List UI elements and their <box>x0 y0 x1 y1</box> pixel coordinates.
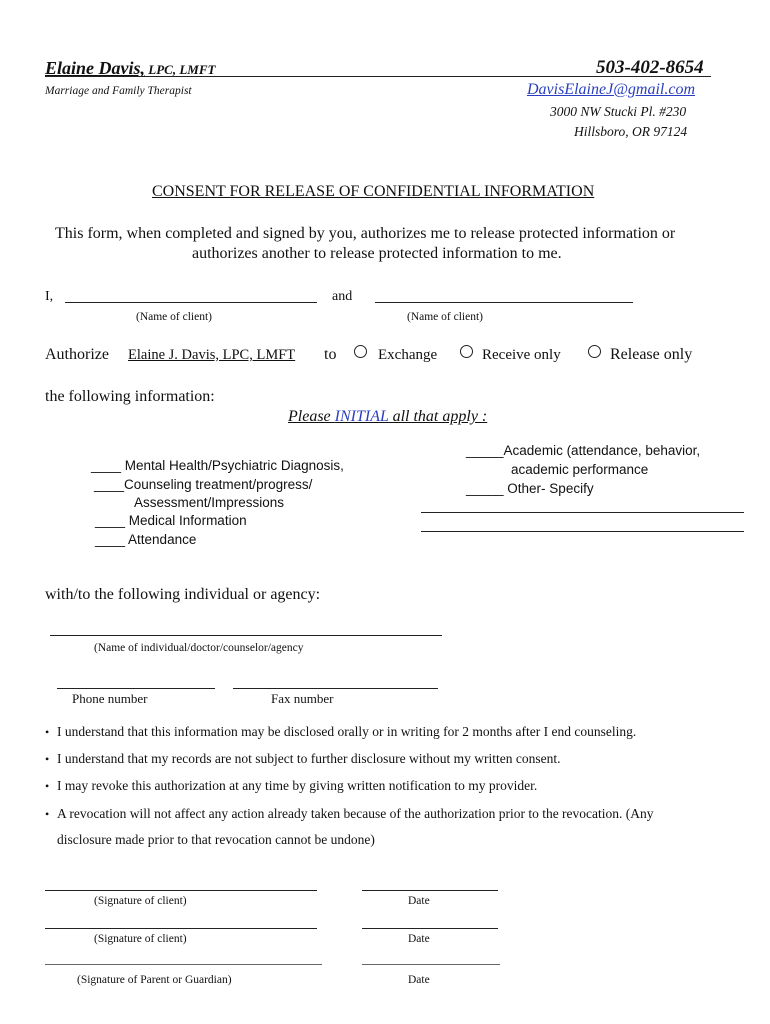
item-other[interactable]: _____ Other- Specify <box>466 481 594 496</box>
client-name-caption-2: (Name of client) <box>407 311 483 323</box>
exchange-radio[interactable] <box>354 345 367 358</box>
agency-label: with/to the following individual or agency: <box>45 586 321 603</box>
date-1-field[interactable] <box>362 890 498 891</box>
item-counseling-cont: Assessment/Impressions <box>134 495 285 510</box>
initial-colon: : <box>481 408 488 425</box>
therapist-credentials: LPC, LMFT <box>145 62 216 77</box>
statement-4-continued: disclosure made prior to that revocation cannot be undone) <box>57 832 375 847</box>
statement-4: A revocation will not affect any action already taken because of the authorization prior to the revocation. (Any <box>57 806 654 821</box>
email-link[interactable]: DavisElaineJ@gmail.com <box>527 81 696 98</box>
item-counseling[interactable]: ____Counseling treatment/progress/ <box>94 477 313 492</box>
client-name-field-2[interactable] <box>375 302 633 303</box>
item-mental-health[interactable]: ____ Mental Health/Psychiatric Diagnosis, <box>91 458 344 473</box>
item-medical[interactable]: ____ Medical Information <box>95 513 247 528</box>
exchange-label: Exchange <box>378 347 438 363</box>
initial-word: INITIAL <box>334 408 389 425</box>
agency-name-field[interactable] <box>50 635 442 636</box>
authorize-name: Elaine J. Davis, LPC, LMFT <box>128 347 296 363</box>
signature-client-2-field[interactable] <box>45 928 317 929</box>
i-label: I, <box>45 289 54 304</box>
statement-2: I understand that my records are not subject to further disclosure without my written consent. <box>57 751 561 766</box>
therapist-title: Marriage and Family Therapist <box>45 85 192 97</box>
bullet-dot-3: • <box>45 779 50 793</box>
date-2-field[interactable] <box>362 928 498 929</box>
date-2-caption: Date <box>408 933 430 945</box>
initial-suffix: all that apply <box>388 408 482 425</box>
item-attendance[interactable]: ____ Attendance <box>95 532 197 547</box>
other-specify-line-2[interactable] <box>421 531 744 532</box>
phone-caption: Phone number <box>72 691 148 706</box>
following-info-label: the following information: <box>45 388 215 405</box>
release-only-label: Release only <box>610 346 693 363</box>
to-label: to <box>324 346 337 363</box>
client-name-field-1[interactable] <box>65 302 317 303</box>
authorize-label: Authorize <box>45 346 109 363</box>
date-3-caption: Date <box>408 974 430 986</box>
statement-1: I understand that this information may be disclosed orally or in writing for 2 months after I end counseling. <box>57 724 637 739</box>
address-line-2: Hillsboro, OR 97124 <box>574 124 688 139</box>
signature-guardian-field[interactable] <box>45 964 322 965</box>
bullet-dot-4: • <box>45 807 50 821</box>
therapist-name: Elaine Davis, <box>45 58 146 78</box>
client-name-caption-1: (Name of client) <box>136 311 212 323</box>
signature-client-2-caption: (Signature of client) <box>94 933 187 945</box>
header-phone: 503-402-8654 <box>596 57 704 78</box>
and-label: and <box>332 289 353 304</box>
signature-guardian-caption: (Signature of Parent or Guardian) <box>77 974 232 986</box>
intro-line-2: authorizes another to release protected information to me. <box>192 245 562 262</box>
signature-client-1-caption: (Signature of client) <box>94 895 187 907</box>
date-1-caption: Date <box>408 895 430 907</box>
date-3-field[interactable] <box>362 964 500 965</box>
receive-only-radio[interactable] <box>460 345 473 358</box>
bullet-dot-1: • <box>45 725 50 739</box>
initial-instruction <box>288 408 487 426</box>
signature-client-1-field[interactable] <box>45 890 317 891</box>
intro-line-1: This form, when completed and signed by you, authorizes me to release protected information or <box>55 225 676 242</box>
fax-caption: Fax number <box>271 691 334 706</box>
initial-prefix: Please <box>288 408 335 425</box>
fax-field[interactable] <box>233 688 438 689</box>
agency-caption: (Name of individual/doctor/counselor/agency <box>94 642 304 654</box>
release-only-radio[interactable] <box>588 345 601 358</box>
receive-only-label: Receive only <box>482 347 561 363</box>
item-academic[interactable]: _____Academic (attendance, behavior, <box>466 443 701 458</box>
item-academic-cont: academic performance <box>511 462 649 477</box>
statement-3: I may revoke this authorization at any time by giving written notification to my provider. <box>57 778 538 793</box>
other-specify-line-1[interactable] <box>421 512 744 513</box>
bullet-dot-2: • <box>45 752 50 766</box>
form-heading: CONSENT FOR RELEASE OF CONFIDENTIAL INFORMATION <box>152 183 595 200</box>
address-line-1: 3000 NW Stucki Pl. #230 <box>550 104 687 119</box>
phone-field[interactable] <box>57 688 215 689</box>
